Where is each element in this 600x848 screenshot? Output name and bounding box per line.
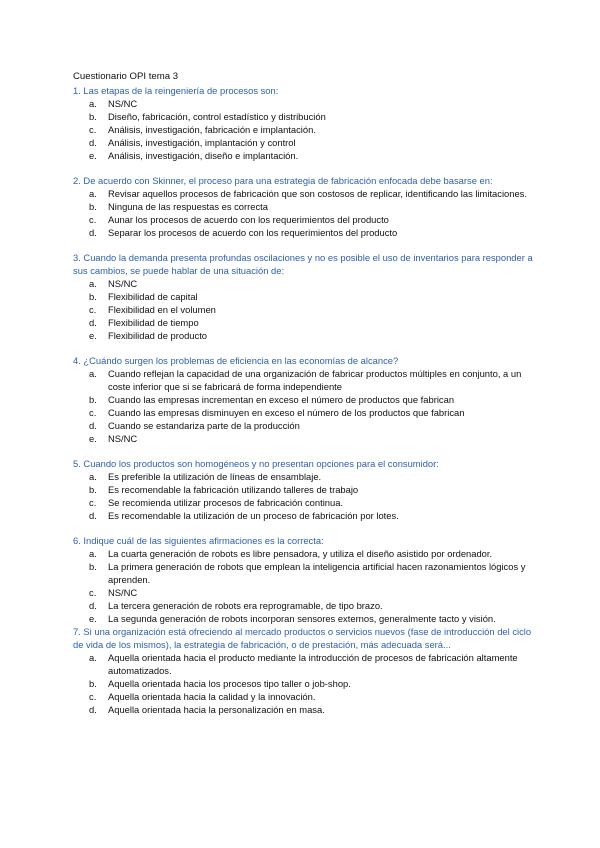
option-text: Aquella orientada hacia el producto mediante la introducción de procesos de fabricación altamente automatizados. [108, 652, 518, 676]
option-letter: a. [89, 368, 97, 379]
question-block [73, 457, 540, 522]
answer-option [89, 599, 540, 612]
answer-option [89, 367, 540, 393]
option-letter: b. [89, 111, 97, 122]
answer-option [89, 690, 540, 703]
answer-option [89, 560, 540, 586]
answer-options [73, 367, 540, 445]
option-text: Flexibilidad en el volumen [108, 304, 216, 315]
answer-option [89, 110, 540, 123]
question-block [73, 251, 540, 342]
option-letter: e. [89, 330, 97, 341]
answer-option [89, 316, 540, 329]
answer-options [73, 470, 540, 522]
option-letter: b. [89, 394, 97, 405]
option-text: NS/NC [108, 98, 138, 109]
option-text: Flexibilidad de capital [108, 291, 198, 302]
answer-option [89, 393, 540, 406]
answer-options [73, 97, 540, 162]
question-text: 7. Si una organización está ofreciendo al mercado productos o servicios nuevos (fase de introducción del ciclo de vida de los mismos), la estrategia de fabricación, o de prestación, más adecuada será... [73, 626, 532, 650]
answer-option [89, 149, 540, 162]
answer-option [89, 226, 540, 239]
answer-options [73, 277, 540, 342]
option-text: Aquella orientada hacia la personalización en masa. [108, 704, 325, 715]
answer-option [89, 303, 540, 316]
option-letter: a. [89, 652, 97, 663]
answer-option [89, 586, 540, 599]
option-text: Flexibilidad de producto [108, 330, 208, 341]
option-text: Aquella orientada hacia los procesos tipo taller o job-shop. [108, 678, 351, 689]
option-text: La segunda generación de robots incorporan sensores externos, generalmente tacto y visión. [108, 613, 496, 624]
option-letter: d. [89, 137, 97, 148]
option-text: La primera generación de robots que emplean la inteligencia artificial hacen razonamientos lógicos y aprenden. [108, 561, 526, 585]
answer-options [73, 651, 540, 716]
question-text: 2. De acuerdo con Skinner, el proceso para una estrategia de fabricación enfocada debe basarse en: [73, 175, 493, 186]
answer-option [89, 200, 540, 213]
option-letter: b. [89, 561, 97, 572]
answer-option [89, 136, 540, 149]
answer-option [89, 496, 540, 509]
option-text: Separar los procesos de acuerdo con los requerimientos del producto [108, 227, 398, 238]
option-letter: b. [89, 678, 97, 689]
answer-option [89, 651, 540, 677]
option-text: Cuando las empresas incrementan en exceso el número de productos que fabrican [108, 394, 455, 405]
question-text: 3. Cuando la demanda presenta profundas oscilaciones y no es posible el uso de inventarios para responder a sus cambios, se puede hablar de una situación de: [73, 252, 533, 276]
option-letter: a. [89, 188, 97, 199]
option-text: NS/NC [108, 587, 138, 598]
option-text: Análisis, investigación, diseño e implantación. [108, 150, 299, 161]
option-letter: c. [89, 214, 97, 225]
answer-option [89, 419, 540, 432]
option-text: Es preferible la utilización de líneas de ensamblaje. [108, 471, 322, 482]
option-letter: a. [89, 278, 97, 289]
answer-option [89, 123, 540, 136]
option-letter: e. [89, 433, 97, 444]
option-text: Análisis, investigación, implantación y control [108, 137, 296, 148]
option-letter: a. [89, 471, 97, 482]
option-text: Diseño, fabricación, control estadístico y distribución [108, 111, 326, 122]
option-text: La tercera generación de robots era reprogramable, de tipo brazo. [108, 600, 383, 611]
option-letter: b. [89, 201, 97, 212]
answer-option [89, 547, 540, 560]
answer-option [89, 290, 540, 303]
option-letter: d. [89, 510, 97, 521]
question-text: 1. Las etapas de la reingeniería de procesos son: [73, 85, 279, 96]
answer-option [89, 213, 540, 226]
option-text: Cuando se estandariza parte de la producción [108, 420, 300, 431]
answer-option [89, 703, 540, 716]
question-text: 6. Indique cuál de las siguientes afirmaciones es la correcta: [73, 535, 324, 546]
question-text: 5. Cuando los productos son homogéneos y no presentan opciones para el consumidor: [73, 458, 439, 469]
option-text: Se recomienda utilizar procesos de fabricación continua. [108, 497, 344, 508]
option-letter: c. [89, 587, 97, 598]
option-letter: c. [89, 124, 97, 135]
option-letter: a. [89, 548, 97, 559]
option-text: NS/NC [108, 433, 138, 444]
document-title: Cuestionario OPI tema 3 [73, 71, 179, 82]
option-letter: a. [89, 98, 97, 109]
option-letter: d. [89, 600, 97, 611]
answer-option [89, 97, 540, 110]
option-letter: e. [89, 150, 97, 161]
answer-option [89, 277, 540, 290]
option-letter: c. [89, 691, 97, 702]
answer-option [89, 432, 540, 445]
answer-option [89, 470, 540, 483]
answer-option [89, 406, 540, 419]
question-block [73, 534, 540, 625]
answer-option [89, 187, 540, 200]
option-text: Es recomendable la fabricación utilizando talleres de trabajo [108, 484, 359, 495]
option-letter: b. [89, 291, 97, 302]
option-text: Aquella orientada hacia la calidad y la innovación. [108, 691, 316, 702]
answer-option [89, 677, 540, 690]
option-text: Aunar los procesos de acuerdo con los requerimientos del producto [108, 214, 389, 225]
question-block [73, 174, 540, 239]
option-text: Ninguna de las respuestas es correcta [108, 201, 268, 212]
option-letter: c. [89, 304, 97, 315]
question-text: 4. ¿Cuándo surgen los problemas de eficiencia en las economías de alcance? [73, 355, 399, 366]
question-block [73, 625, 540, 716]
option-letter: d. [89, 317, 97, 328]
question-block [73, 84, 540, 162]
option-letter: d. [89, 227, 97, 238]
option-text: La cuarta generación de robots es libre pensadora, y utiliza el diseño asistido por ordenador. [108, 548, 493, 559]
option-text: Análisis, investigación, fabricación e implantación. [108, 124, 316, 135]
option-text: Flexibilidad de tiempo [108, 317, 199, 328]
option-letter: c. [89, 497, 97, 508]
option-letter: d. [89, 704, 97, 715]
option-text: NS/NC [108, 278, 138, 289]
option-letter: d. [89, 420, 97, 431]
answer-option [89, 483, 540, 496]
option-text: Cuando reflejan la capacidad de una organización de fabricar productos múltiples en conjunto, a un coste inferior que si se fabricará de forma independiente [108, 368, 522, 392]
question-block [73, 354, 540, 445]
option-text: Es recomendable la utilización de un proceso de fabricación por lotes. [108, 510, 399, 521]
option-text: Cuando las empresas disminuyen en exceso el número de los productos que fabrican [108, 407, 465, 418]
answer-option [89, 509, 540, 522]
answer-option [89, 329, 540, 342]
option-letter: e. [89, 613, 97, 624]
answer-option [89, 612, 540, 625]
answer-options [73, 187, 540, 239]
option-text: Revisar aquellos procesos de fabricación que son costosos de replicar, identificando las limitaciones. [108, 188, 527, 199]
option-letter: b. [89, 484, 97, 495]
answer-options [73, 547, 540, 625]
option-letter: c. [89, 407, 97, 418]
question-list [73, 84, 540, 716]
